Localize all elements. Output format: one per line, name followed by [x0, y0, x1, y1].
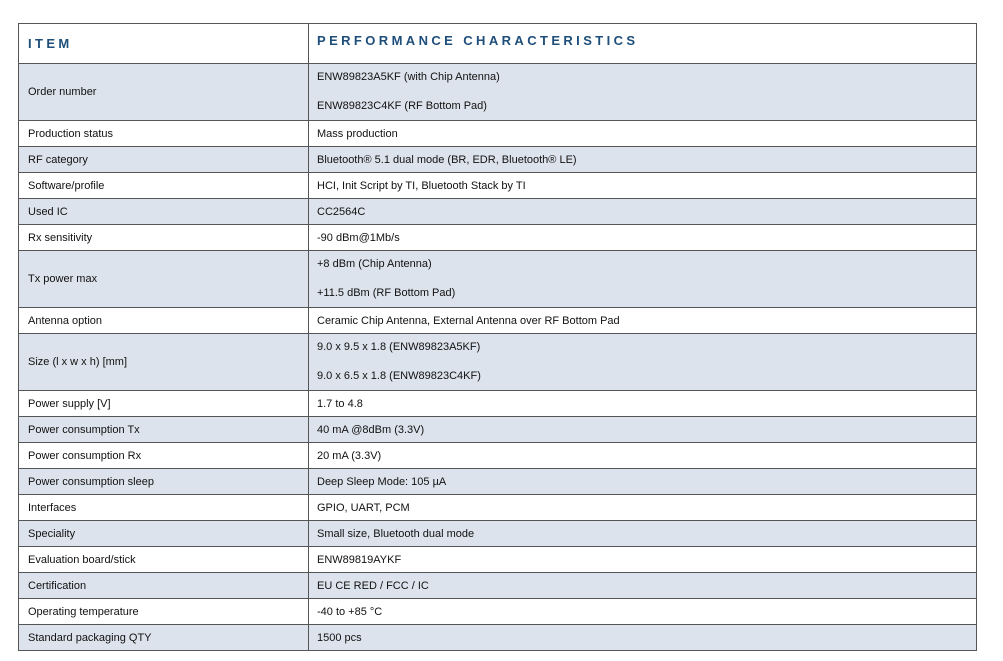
row-item-label: Rx sensitivity: [19, 225, 309, 250]
row-performance-value: [309, 147, 976, 172]
row-item-label: Operating temperature: [19, 599, 309, 624]
table-row: [19, 417, 976, 443]
value-line: Mass production: [317, 127, 398, 140]
table-header-row: [19, 24, 976, 64]
value-line: 20 mA (3.3V): [317, 449, 382, 462]
value-line: Deep Sleep Mode: 105 µA: [317, 475, 447, 488]
table-row: [19, 308, 976, 334]
header-performance: PERFORMANCE CHARACTERISTICS: [317, 33, 639, 48]
table-row: [19, 334, 976, 391]
row-item-label: Order number: [19, 64, 309, 120]
table-row: [19, 547, 976, 573]
row-performance-value: [309, 173, 976, 198]
row-performance-value: [309, 443, 976, 468]
row-item-label: Power consumption sleep: [19, 469, 309, 494]
row-item-label: Standard packaging QTY: [19, 625, 309, 650]
value-line: 1500 pcs: [317, 631, 362, 644]
value-line: EU CE RED / FCC / IC: [317, 579, 429, 592]
row-performance-value: [309, 495, 976, 520]
row-performance-value: [309, 64, 976, 120]
row-performance-value: [309, 547, 976, 572]
row-item-label: Production status: [19, 121, 309, 146]
row-performance-value: [309, 225, 976, 250]
row-item-label: Power consumption Tx: [19, 417, 309, 442]
table-row: [19, 199, 976, 225]
value-line: ENW89823C4KF (RF Bottom Pad): [317, 100, 487, 112]
table-row: [19, 443, 976, 469]
table-row: [19, 147, 976, 173]
value-line: -40 to +85 °C: [317, 605, 383, 618]
header-item: ITEM: [19, 24, 309, 63]
table-row: [19, 121, 976, 147]
row-item-label: Interfaces: [19, 495, 309, 520]
row-performance-value: [309, 391, 976, 416]
table-row: [19, 599, 976, 625]
row-performance-value: [309, 308, 976, 333]
row-performance-value: [309, 199, 976, 224]
table-row: [19, 469, 976, 495]
row-performance-value: [309, 251, 976, 307]
row-performance-value: [309, 599, 976, 624]
row-item-label: Tx power max: [19, 251, 309, 307]
row-item-label: Antenna option: [19, 308, 309, 333]
value-line: +11.5 dBm (RF Bottom Pad): [317, 287, 456, 299]
table-row: [19, 625, 976, 651]
value-line: Small size, Bluetooth dual mode: [317, 527, 475, 540]
value-line: Ceramic Chip Antenna, External Antenna over RF Bottom Pad: [317, 314, 620, 327]
value-line: 9.0 x 6.5 x 1.8 (ENW89823C4KF): [317, 370, 481, 382]
value-line: Bluetooth® 5.1 dual mode (BR, EDR, Bluetooth® LE): [317, 153, 577, 166]
table-row: [19, 391, 976, 417]
table-row: [19, 573, 976, 599]
value-line: GPIO, UART, PCM: [317, 501, 410, 514]
row-performance-value: [309, 573, 976, 598]
row-performance-value: [309, 521, 976, 546]
row-item-label: Speciality: [19, 521, 309, 546]
row-item-label: Power supply [V]: [19, 391, 309, 416]
row-item-label: Size (l x w x h) [mm]: [19, 334, 309, 390]
table-body: [19, 64, 976, 651]
value-line: +8 dBm (Chip Antenna): [317, 258, 432, 270]
value-line: 40 mA @8dBm (3.3V): [317, 423, 425, 436]
specs-table: [18, 23, 977, 651]
table-row: [19, 251, 976, 308]
row-performance-value: [309, 417, 976, 442]
value-line: ENW89819AYKF: [317, 553, 402, 566]
table-row: [19, 521, 976, 547]
row-performance-value: [309, 334, 976, 390]
value-line: HCI, Init Script by TI, Bluetooth Stack by TI: [317, 179, 526, 192]
row-performance-value: [309, 469, 976, 494]
table-row: [19, 225, 976, 251]
row-item-label: Evaluation board/stick: [19, 547, 309, 572]
table-row: [19, 64, 976, 121]
table-row: [19, 173, 976, 199]
row-item-label: Power consumption Rx: [19, 443, 309, 468]
value-line: 9.0 x 9.5 x 1.8 (ENW89823A5KF): [317, 341, 481, 353]
row-item-label: RF category: [19, 147, 309, 172]
table-row: [19, 495, 976, 521]
row-item-label: Software/profile: [19, 173, 309, 198]
value-line: -90 dBm@1Mb/s: [317, 231, 400, 244]
row-performance-value: [309, 121, 976, 146]
row-performance-value: [309, 625, 976, 650]
value-line: ENW89823A5KF (with Chip Antenna): [317, 71, 500, 83]
row-item-label: Certification: [19, 573, 309, 598]
value-line: 1.7 to 4.8: [317, 397, 363, 410]
row-item-label: Used IC: [19, 199, 309, 224]
value-line: CC2564C: [317, 205, 366, 218]
